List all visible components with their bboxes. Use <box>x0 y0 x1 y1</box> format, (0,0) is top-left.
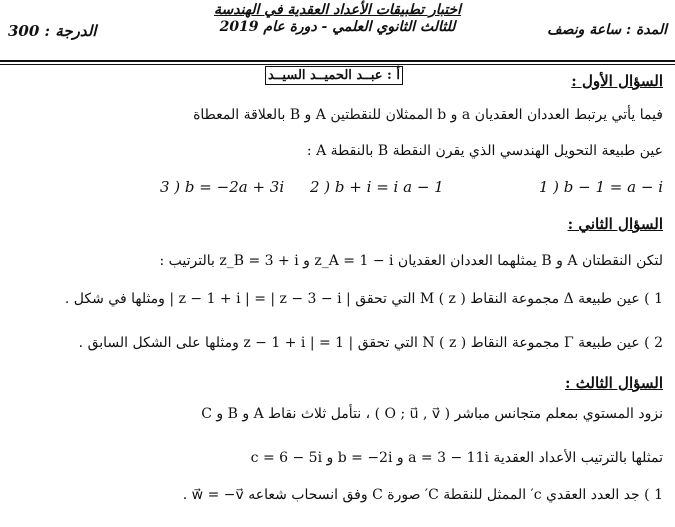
duration-label: المدة : ساعة ونصف <box>547 22 667 38</box>
exam-title-block <box>170 2 505 35</box>
q1-option-1: 1 ) b − 1 = a − i <box>538 178 663 196</box>
q1-text2: عين طبيعة التحويل الهندسي الذي يقرن النقطة B بالنقطة A : <box>306 143 663 159</box>
header-divider <box>0 60 675 62</box>
q2-item2: 2 ) عين طبيعة Γ مجموعة النقاط N ( z ) التي تحقق | z − 1 + i | = 1 ومثلها على الشكل السابق . <box>78 335 663 351</box>
q1-text1: فيما يأتي يرتبط العددان العقديان a و b الممثلان للنقطتين A و B بالعلاقة المعطاة <box>193 107 663 123</box>
author-box: أ : عبــد الحميــد السيــد <box>265 66 403 85</box>
q1-option-3: 3 ) b = −2a + 3i <box>160 178 285 196</box>
exam-subtitle: للثالث الثانوي العلمي - دورة عام 2019 <box>219 19 456 35</box>
q3-text2: تمثلها بالترتيب الأعداد العقدية a = 3 − 11i و b = −2i و c = 6 − 5i <box>250 450 663 466</box>
q3-title: السؤال الثالث : <box>564 374 663 392</box>
q3-item1: 1 ) جد العدد العقدي c′ الممثل للنقطة C′ صورة C وفق انسحاب شعاعه w⃗ = −v⃗ . <box>182 487 663 503</box>
exam-header <box>0 0 675 64</box>
grade-label: الدرجة : 300 <box>8 22 97 40</box>
header-divider-thin <box>0 64 675 65</box>
q2-text1: لتكن النقطتان A و B يمثلهما العددان العقديان z_A = 1 − i و z_B = 3 + i بالترتيب : <box>159 253 663 269</box>
q2-title: السؤال الثاني : <box>567 215 663 233</box>
q1-title: السؤال الأول : <box>571 72 663 90</box>
q1-option-2: 2 ) b + i = i a − 1 <box>310 178 444 196</box>
q2-item1: 1 ) عين طبيعة Δ مجموعة النقاط M ( z ) التي تحقق | z − 1 + i | = | z − 3 − i | ومثلها في شكل . <box>64 291 663 307</box>
q3-text1: نزود المستوي بمعلم متجانس مباشر ( O ; u⃗ , v⃗ ) ، نتأمل ثلاث نقاط A و B و C <box>201 406 663 422</box>
exam-title: اختبار تطبيقات الأعداد العقدية في الهندسة <box>214 2 461 18</box>
q1-options <box>150 178 663 198</box>
